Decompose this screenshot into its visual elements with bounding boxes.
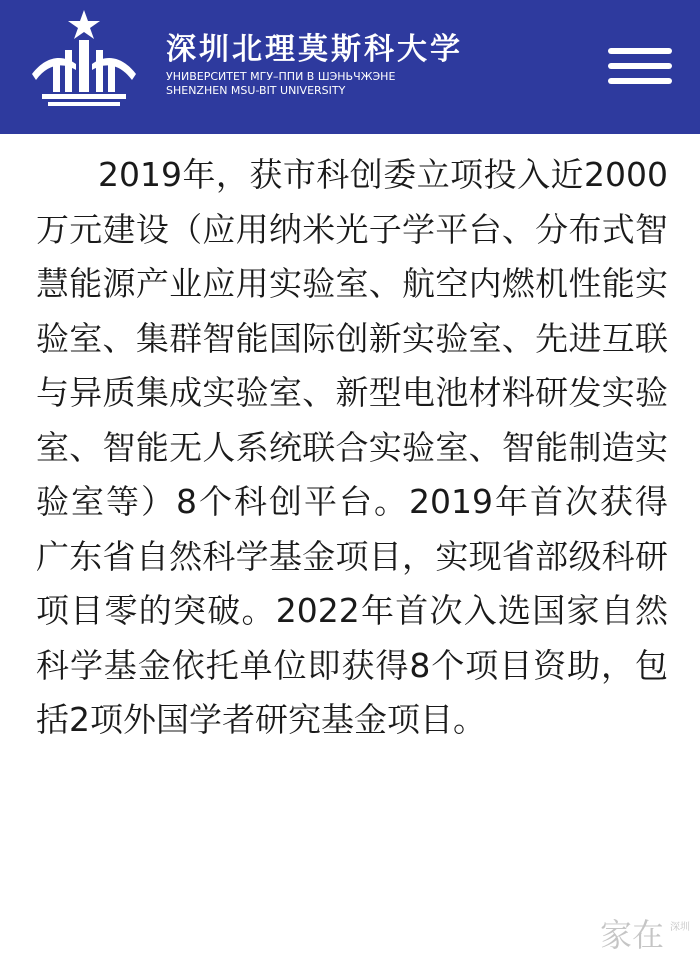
university-name-chinese: 深圳北理莫斯科大学 [166, 32, 463, 67]
menu-line-bottom [608, 78, 672, 84]
hamburger-menu-icon[interactable] [606, 42, 676, 90]
menu-line-top [608, 48, 672, 54]
site-header [0, 0, 700, 134]
university-name-russian: УНИВЕРСИТЕТ МГУ–ППИ В ШЭНЬЧЖЭНЕ [166, 70, 396, 83]
brand-block[interactable] [166, 32, 463, 98]
article-body [36, 148, 668, 748]
watermark-main: 家在 [600, 916, 665, 954]
watermark [600, 914, 692, 958]
university-emblem-icon[interactable] [28, 8, 140, 112]
university-name-english: SHENZHEN MSU-BIT UNIVERSITY [166, 84, 346, 97]
article-paragraph: 2019年，获市科创委立项投入近2000万元建设（应用纳米光子学平台、分布式智慧能源产业应用实验室、航空内燃机性能实验室、集群智能国际创新实验室、先进互联与异质集成实验室、新型电池材料研发实验室、智能无人系统联合实验室、智能制造实验室等）8个科创平台。2019年首次获得广东省自然科学基金项目，实现省部级科研项目零的突破。2022年首次入选国家自然科学基金依托单位即获得8个项目资助，包括2项外国学者研究基金项目。 [36, 155, 668, 739]
menu-line-middle [608, 63, 672, 69]
watermark-sub: 深圳 [670, 922, 690, 933]
